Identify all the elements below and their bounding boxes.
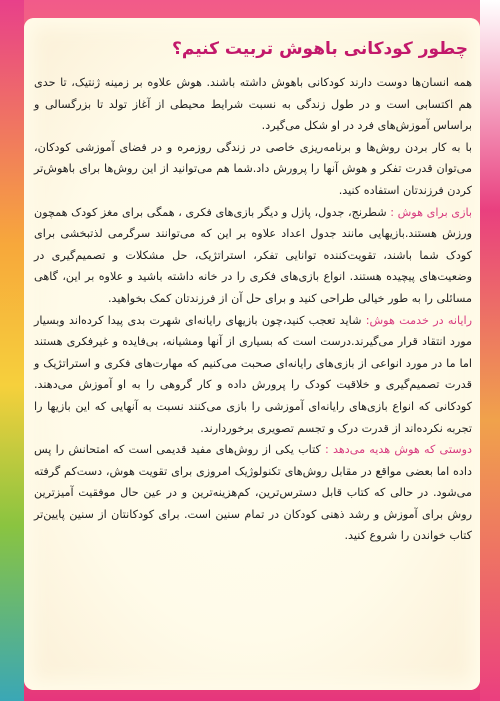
intro-paragraph-1: همه انسان‌ها دوست دارند کودکانی باهوش داشته باشند. هوش علاوه بر زمینه ژنتیک، تا حدی هم اکتسابی است و در طول زندگی به نسبت شرایط محیطی از آغاز تولد تا بزرگسالی و براساس آموزش‌های فرد در او شکل می‌گیرد. xyxy=(34,76,472,133)
section-computer xyxy=(34,310,472,440)
section-games xyxy=(34,202,472,310)
section-body-games: شطرنج، جدول، پازل و دیگر بازی‌های فکری ، همگی برای مغز کودک همچون ورزش هستند.بازیهایی مانند جدول اعداد علاوه بر این که می‌توانند سرگرمی لذتبخشی برای کودک شما باشند، تقویت‌کننده توانایی تفکر، استراتژیک، حل مشکلات و تصمیم‌گیری در وضعیت‌های پیچیده هستند. انواع بازی‌های فکری را در خانه داشته باشید و علاوه بر این، گاهی مسائلی را به طور خیالی طراحی کنید و برای حل آن از فرزندتان کمک بخواهید. xyxy=(34,205,472,305)
section-heading-book: دوستی که هوش هدیه می‌دهد : xyxy=(325,443,472,457)
article xyxy=(34,30,472,690)
page-title: چطور کودکانی باهوش تربیت کنیم؟ xyxy=(172,39,468,59)
section-heading-computer: رایانه در خدمت هوش: xyxy=(365,313,473,327)
section-book xyxy=(34,439,472,547)
left-color-border xyxy=(0,0,24,701)
section-body-book: کتاب یکی از روش‌های مفید قدیمی است که امتحانش را پس داده اما بعضی مواقع در مقابل روش‌های تکنولوژیک امروزی برای تقویت هوش، دست‌کم گرفته می‌شود. در حالی که کتاب قابل دسترس‌ترین، کم‌هزینه‌ترین و در عین حال موفقیت آمیزترین روش برای آموزش و رشد ذهنی کودکان در تمام سنین است. برای کودکانتان از سنین پایین‌تر کتاب خواندن را شروع کنید. xyxy=(34,443,472,543)
section-body-computer: شاید تعجب کنید،چون بازیهای رایانه‌ای شهرت بدی پیدا کرده‌اند وبسیار مورد انتقاد قرار می‌گیرند.درست است که بسیاری از آنها ومشیانه، بی‌فایده و غیرفکری هستند اما ما در مورد انواعی از بازی‌های رایانه‌ای صحبت می‌کنیم که مهارت‌های فکری و استراتژیک و قدرت تصمیم‌گیری و خلاقیت کودک را پرورش داده و کار گروهی را به او آموزش می‌دهند. کودکانی که انواع بازی‌های رایانه‌ای آموزشی را بازی می‌کنند نسبت به آنهایی که این بازیها را تجربه نکرده‌اند از قدرت درک و تجسم تصویری برخوردارند. xyxy=(34,313,472,435)
right-color-border xyxy=(480,0,500,701)
section-heading-games: بازی برای هوش : xyxy=(390,205,472,219)
intro-paragraph-2: با به کار بردن روش‌ها و برنامه‌ریزی خاصی در زندگی روزمره و در فضای آموزشی کودکان، می‌توان قدرت تفکر و هوش آنها را پرورش داد.شما هم می‌توانید از این روش‌ها برای باهوش‌تر کردن فرزندتان استفاده کنید. xyxy=(34,140,472,197)
